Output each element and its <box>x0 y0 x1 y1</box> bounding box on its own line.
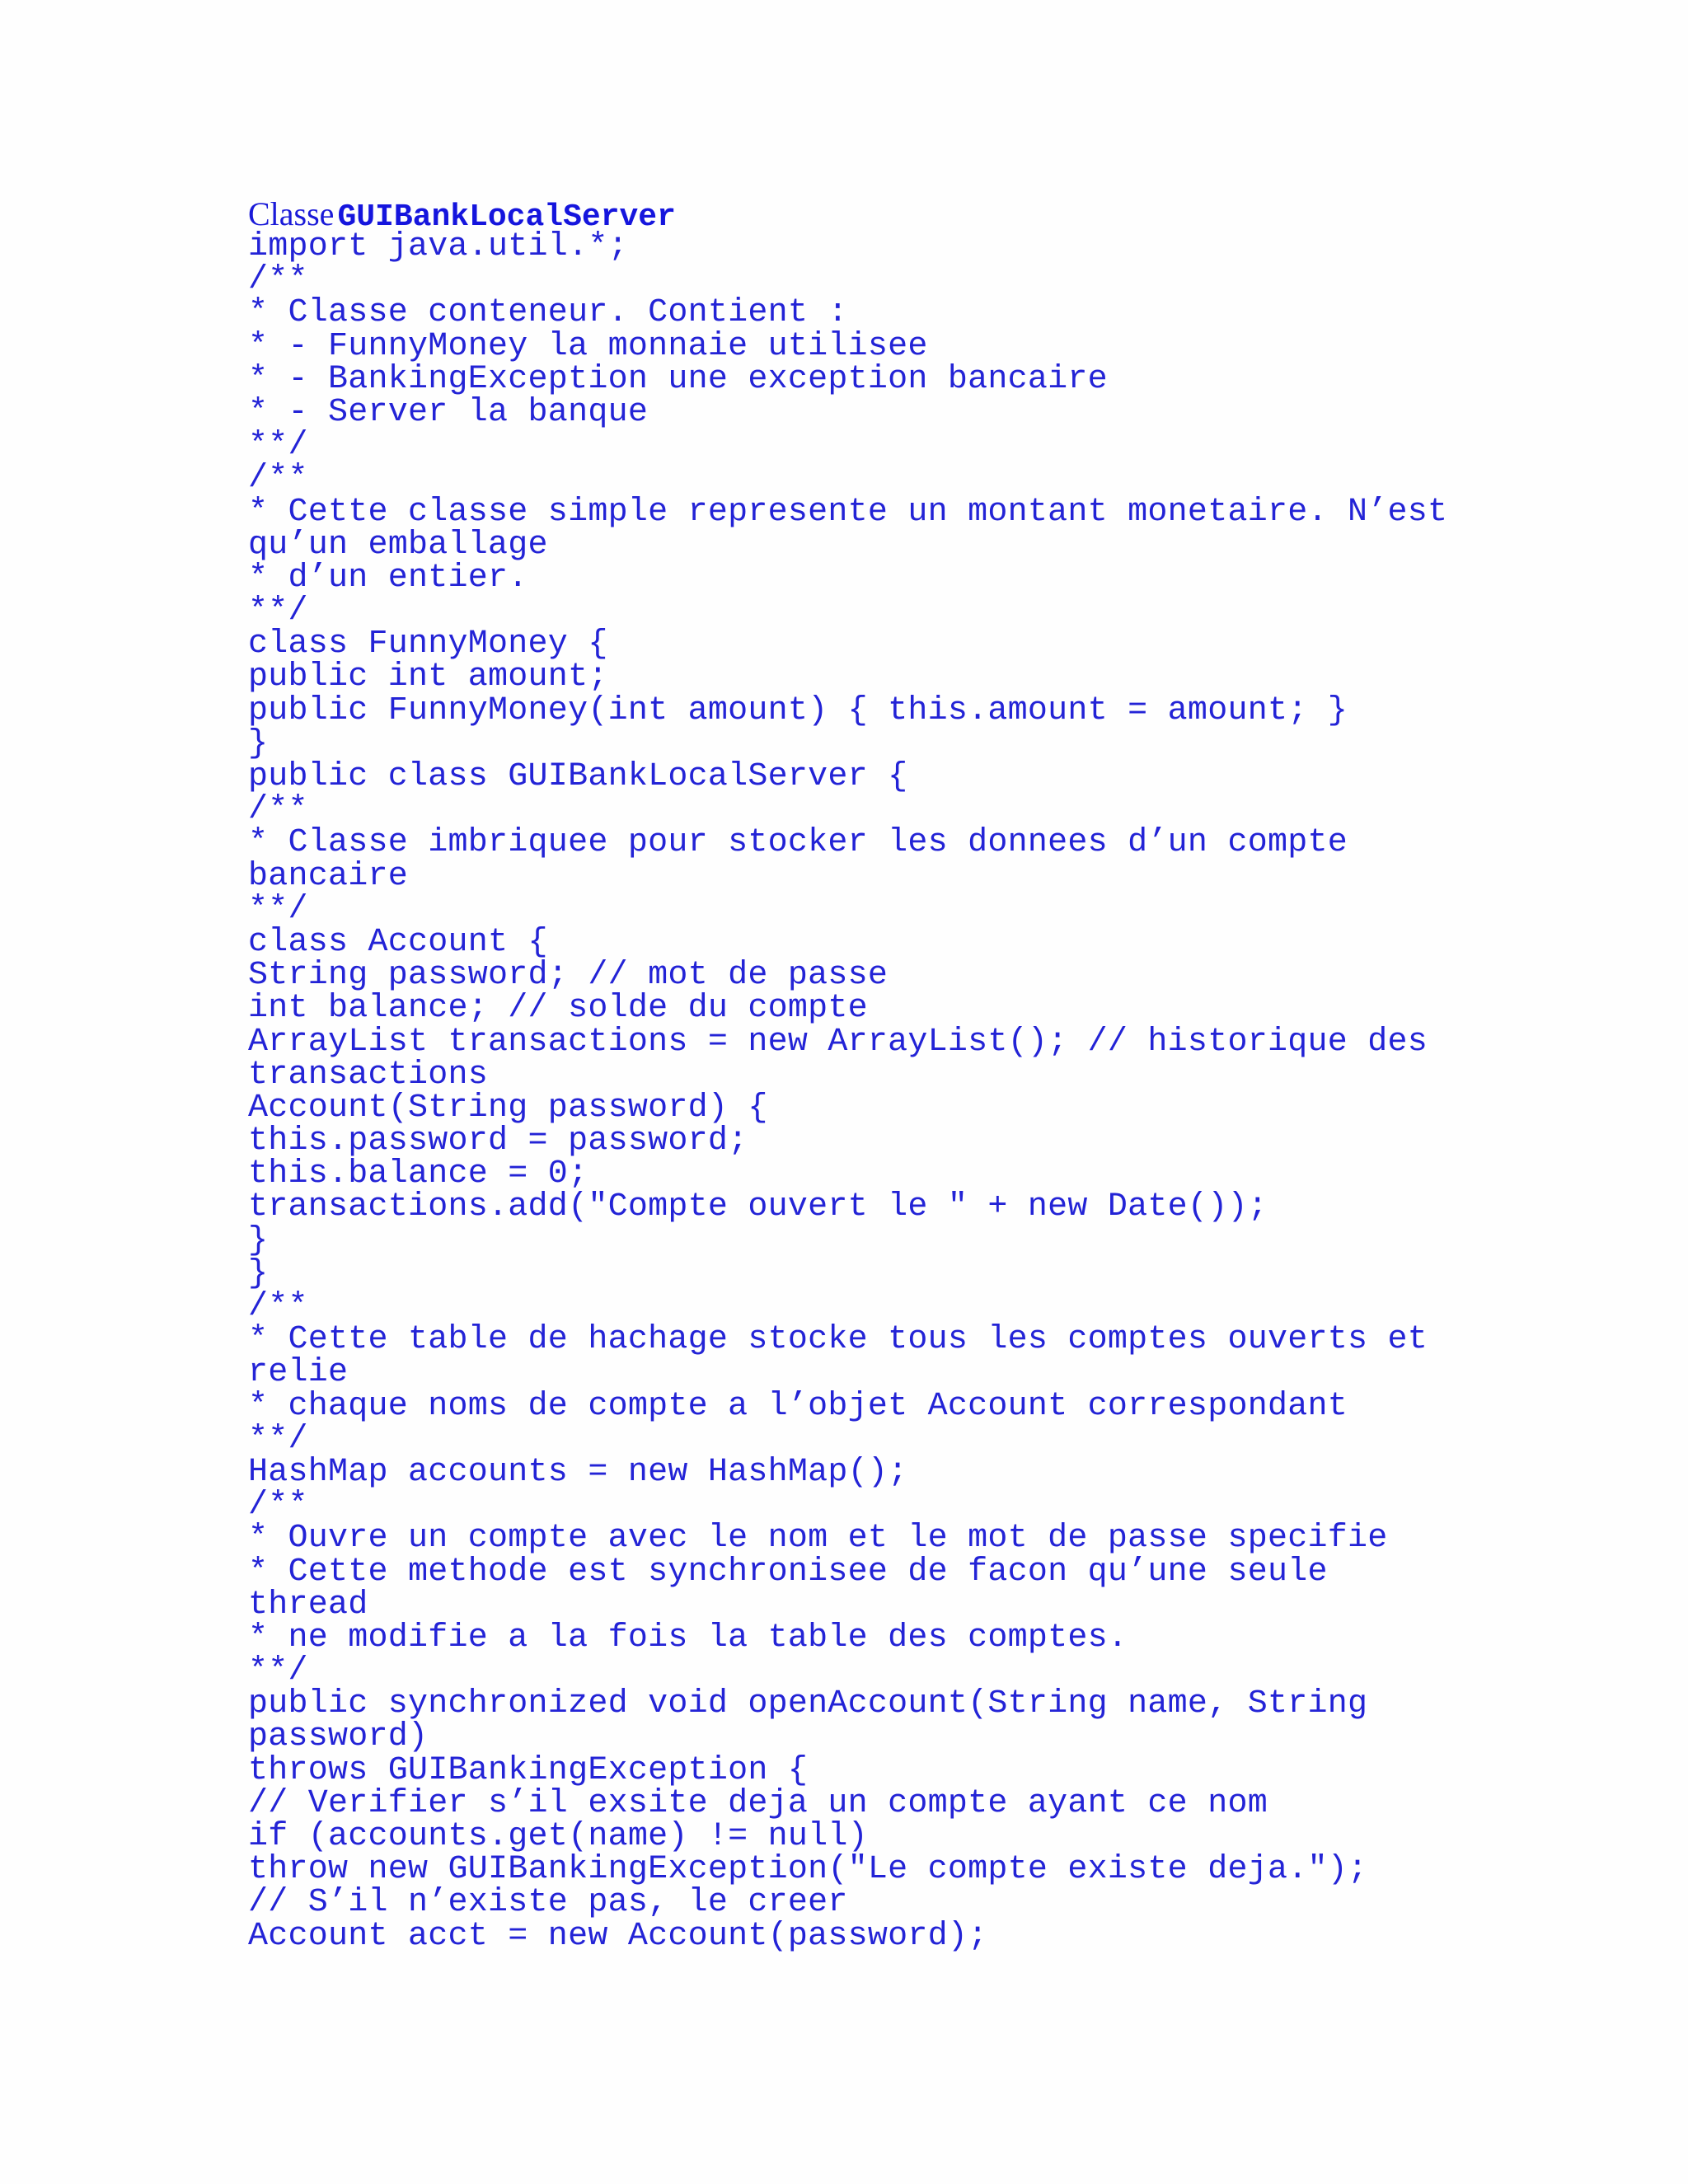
code-line: this.balance = 0; <box>248 1155 588 1193</box>
code-line: **/ <box>248 427 308 465</box>
code-line: * - BankingException une exception bancaire <box>248 360 1108 398</box>
code-line: } <box>248 724 269 762</box>
code-line: /** <box>248 1288 308 1325</box>
code-line: class FunnyMoney { <box>248 626 608 663</box>
code-line: * Cette table de hachage stocke tous les comptes ouverts et <box>248 1321 1428 1359</box>
code-line: * Cette methode est synchronisee de facon qu’une seule <box>248 1553 1328 1591</box>
code-line: Account(String password) { <box>248 1089 768 1127</box>
code-line: **/ <box>248 890 308 928</box>
heading-prefix: Classe <box>248 195 335 232</box>
code-line: * d’un entier. <box>248 559 528 597</box>
code-line: thread <box>248 1586 368 1624</box>
code-line: * chaque noms de compte a l’objet Account correspondant <box>248 1387 1348 1425</box>
code-line: * - Server la banque <box>248 393 649 431</box>
code-line: throws GUIBankingException { <box>248 1751 809 1789</box>
code-line: * - FunnyMoney la monnaie utilisee <box>248 327 928 365</box>
heading-class-name: GUIBankLocalServer <box>337 199 676 235</box>
code-line: /** <box>248 791 308 829</box>
code-line: /** <box>248 460 308 498</box>
code-line: transactions <box>248 1056 489 1094</box>
code-line: /** <box>248 261 308 299</box>
document-content <box>248 195 1649 1955</box>
code-line: public synchronized void openAccount(String name, String <box>248 1685 1368 1723</box>
code-line: import java.util.*; <box>248 228 628 265</box>
code-line: String password; // mot de passe <box>248 957 889 995</box>
code-line: } <box>248 1221 269 1259</box>
code-line: transactions.add("Compte ouvert le " + new Date()); <box>248 1188 1268 1226</box>
code-line: class Account { <box>248 923 548 961</box>
code-line: * ne modifie a la fois la table des comptes. <box>248 1619 1128 1657</box>
code-line: public int amount; <box>248 658 608 696</box>
code-line: **/ <box>248 593 308 630</box>
code-line: public FunnyMoney(int amount) { this.amount = amount; } <box>248 691 1348 729</box>
section-heading <box>248 195 1649 235</box>
code-line: if (accounts.get(name) != null) <box>248 1818 868 1855</box>
code-line: * Classe imbriquee pour stocker les donnees d’un compte <box>248 824 1348 862</box>
code-line: * Ouvre un compte avec le nom et le mot de passe specifie <box>248 1520 1388 1558</box>
code-line: **/ <box>248 1652 308 1690</box>
code-line: **/ <box>248 1420 308 1458</box>
code-line: HashMap accounts = new HashMap(); <box>248 1453 908 1491</box>
code-line: bancaire <box>248 857 409 895</box>
code-line: ArrayList transactions = new ArrayList(); // historique des <box>248 1023 1428 1061</box>
code-line: password) <box>248 1718 429 1756</box>
code-line: * Cette classe simple represente un montant monetaire. N’est <box>248 493 1448 531</box>
code-line: // S’il n’existe pas, le creer <box>248 1884 848 1922</box>
code-line: // Verifier s’il exsite deja un compte ayant ce nom <box>248 1784 1268 1822</box>
code-line: throw new GUIBankingException("Le compte existe deja."); <box>248 1851 1368 1889</box>
code-line: public class GUIBankLocalServer { <box>248 758 908 795</box>
code-line: int balance; // solde du compte <box>248 990 868 1028</box>
code-listing <box>248 228 1649 1955</box>
code-line: * Classe conteneur. Contient : <box>248 294 848 332</box>
code-line: } <box>248 1254 269 1292</box>
code-line: relie <box>248 1354 349 1392</box>
code-line: Account acct = new Account(password); <box>248 1917 988 1955</box>
code-line: qu’un emballage <box>248 526 548 564</box>
code-line: /** <box>248 1487 308 1525</box>
code-line: this.password = password; <box>248 1122 748 1160</box>
